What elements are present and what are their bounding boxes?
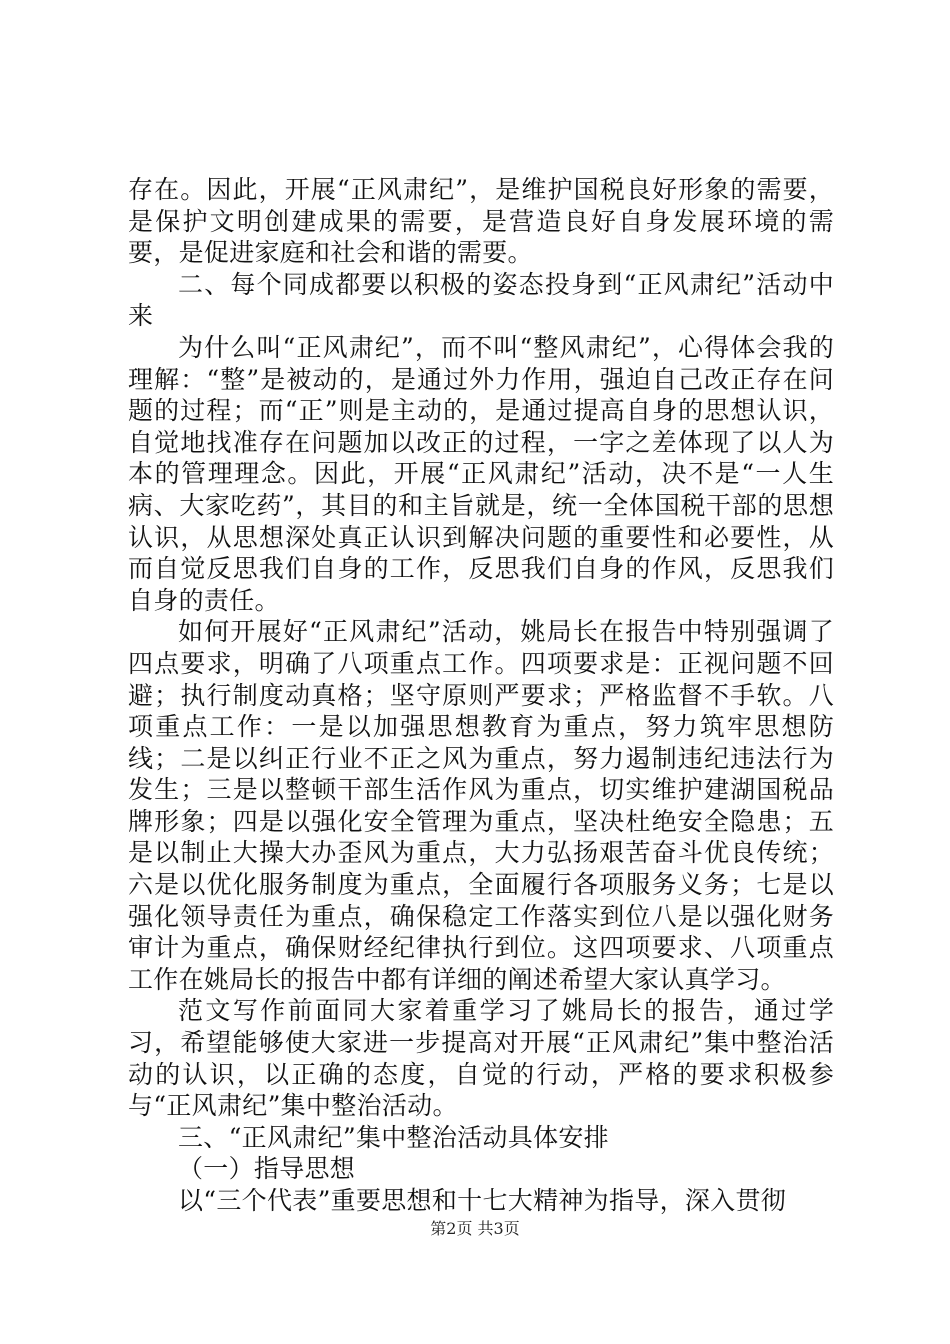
paragraph-understanding: 为什么叫“正风肃纪”，而不叫“整风肃纪”，心得体会我的理解：“整”是被动的，是通过外力作用，强迫自己改正存在问题的过程；而“正”则是主动的，是通过提高自身的思想认识，自觉地找准存在问题加以改正的过程，一字之差体现了以人为本的管理理念。因此，开展“正风肃纪”活动，决不是“一人生病、大家吃药”，其目的和主旨就是，统一全体国税干部的思想认识，从思想深处真正认识到解决问题的重要性和必要性，从而自觉反思我们自身的工作，反思我们自身的作风，反思我们自身的责任。 (128, 332, 834, 615)
paragraph-continuation: 存在。因此，开展“正风肃纪”，是维护国税良好形象的需要，是保护文明创建成果的需要，是营造良好自身发展环境的需要，是促进家庭和社会和谐的需要。 (128, 175, 834, 268)
paragraph-requirements: 如何开展好“正风肃纪”活动，姚局长在报告中特别强调了四点要求，明确了八项重点工作。四项要求是：正视问题不回避；执行制度动真格；坚守原则严要求；严格监督不手软。八项重点工作：一是以加强思想教育为重点，努力筑牢思想防线；二是以纠正行业不正之风为重点，努力遏制违纪违法行为发生；三是以整顿干部生活作风为重点，切实维护建湖国税品牌形象；四是以强化安全管理为重点，坚决杜绝安全隐患；五是以制止大操大办歪风为重点，大力弘扬艰苦奋斗优良传统；六是以优化服务制度为重点，全面履行各项服务义务；七是以强化领导责任为重点，确保稳定工作落实到位八是以强化财务审计为重点，确保财经纪律执行到位。这四项要求、八项重点工作在姚局长的报告中都有详细的阐述希望大家认真学习。 (128, 617, 834, 994)
paragraph-summary: 范文写作前面同大家着重学习了姚局长的报告，通过学习，希望能够使大家进一步提高对开展“正风肃纪”集中整治活动的认识，以正确的态度，自觉的行动，严格的要求积极参与“正风肃纪”集中整治活动。 (128, 996, 834, 1121)
section-heading-two: 二、每个同成都要以积极的姿态投身到“正风肃纪”活动中来 (128, 269, 834, 331)
page-number-footer: 第2页 共3页 (430, 1219, 520, 1238)
section-heading-three: 三、“正风肃纪”集中整治活动具体安排 (178, 1122, 609, 1152)
subsection-heading-guiding-thought: （一）指导思想 (178, 1154, 356, 1184)
document-body (128, 174, 834, 1217)
paragraph-guiding-thought: 以“三个代表”重要思想和十七大精神为指导，深入贯彻 (178, 1186, 787, 1215)
